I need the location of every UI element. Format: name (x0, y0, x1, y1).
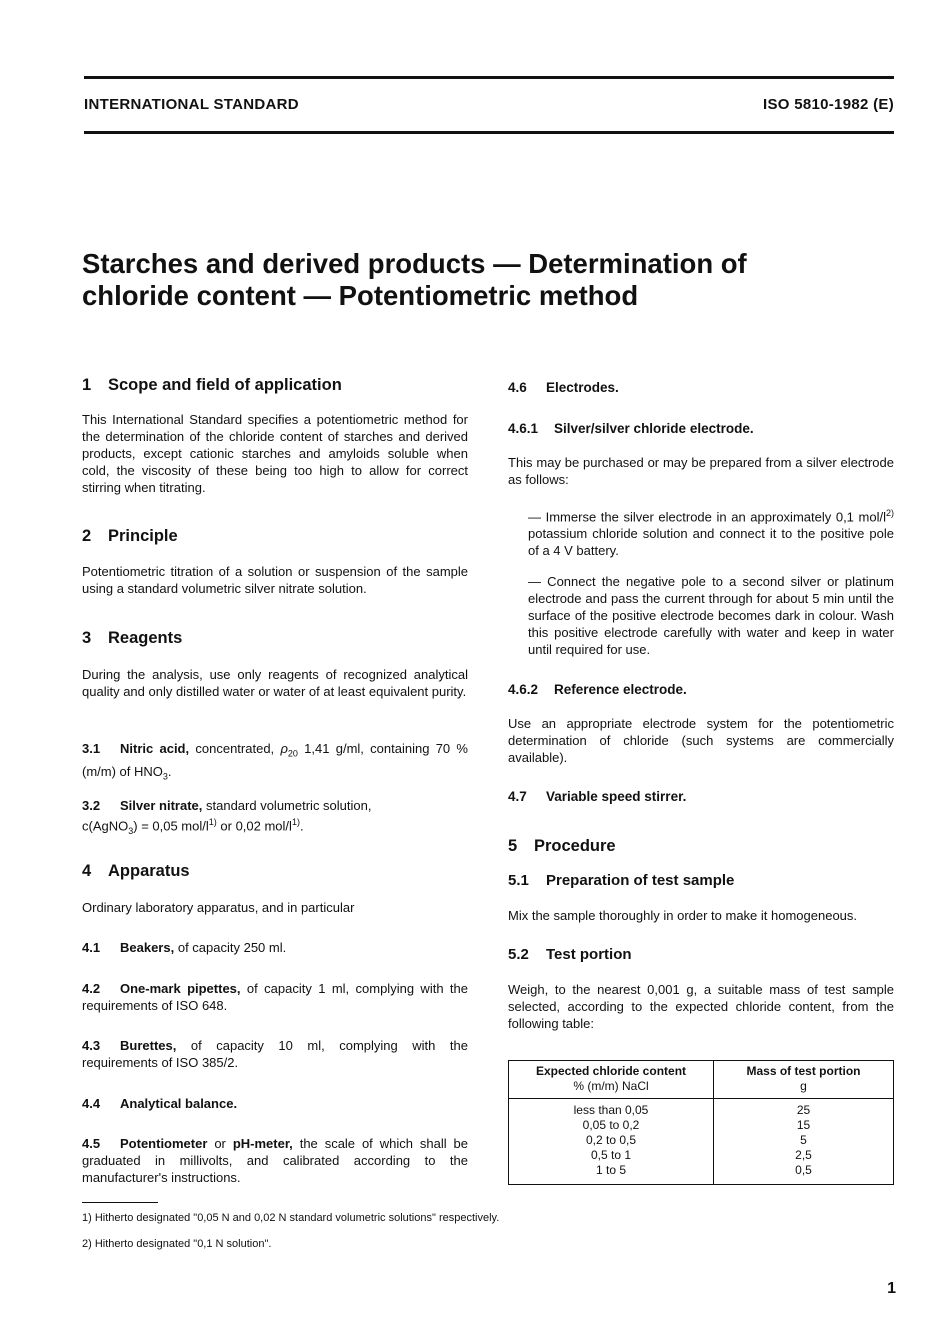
clause-bold-term: pH-meter, (232, 1136, 293, 1151)
clause-number: 4.1 (82, 940, 101, 955)
section-3-text: During the analysis, use only reagents of recognized analytical quality and only distilled water or water of at least equivalent purity. (82, 667, 468, 699)
clause-number: 5.2 (508, 946, 529, 963)
section-1-text: This International Standard specifies a potentiometric method for the determination of the chloride content of starches and derived products, except cationic starches and amyloids soluble when cold, the viscosity of these being too high to allow for correct stirring when titrating. (82, 412, 468, 495)
page-title (82, 248, 882, 312)
clause-title: Preparation of test sample (546, 872, 735, 889)
clause-number: 4.4 (82, 1096, 101, 1111)
formula-text-end: . (299, 818, 304, 834)
clause-5-1-heading (508, 872, 734, 889)
header-line: Mass of test portion (746, 1064, 861, 1078)
mass-cell (714, 1099, 894, 1185)
clause-text: of capacity 250 ml. (177, 940, 287, 955)
table-cell-value: 1 to 5 (595, 1163, 627, 1177)
table-cell-value: 15 (796, 1118, 811, 1132)
table-body-row (509, 1099, 894, 1185)
formula-text: ) = 0,05 mol/l (133, 818, 209, 834)
section-title: Reagents (108, 629, 183, 647)
footnote-ref: 1) (291, 817, 300, 827)
clause-number: 5.1 (508, 872, 529, 889)
bullet-immerse (528, 505, 894, 559)
clause-number: 4.6.2 (508, 682, 539, 697)
clause-4-6-2-text: Use an appropriate electrode system for the potentiometric determination of chloride (such systems are commercially available). (508, 716, 894, 765)
clause-4-5 (82, 1135, 468, 1186)
clause-title: Reference electrode. (554, 682, 687, 697)
footnote-2: 2) Hitherto designated "0,1 N solution". (82, 1238, 272, 1250)
section-title: Scope and field of application (108, 376, 342, 394)
bullet-text: — Immerse the silver electrode in an approximately 0,1 mol/l (528, 509, 886, 525)
header-standard-number: ISO 5810-1982 (E) (762, 96, 894, 113)
table-cell-value: 0,5 to 1 (590, 1148, 632, 1162)
clause-5-2-heading (508, 946, 632, 963)
table-header-row (509, 1061, 894, 1099)
formula-text: c(AgNO (82, 818, 129, 834)
header-top-rule (84, 76, 894, 79)
clause-5-1-text: Mix the sample thoroughly in order to make it homogeneous. (508, 908, 858, 923)
clause-title: Variable speed stirrer. (546, 789, 687, 804)
clause-bold-term: Analytical balance. (120, 1096, 238, 1111)
clause-text: standard volumetric solution, (206, 798, 372, 813)
section-1-heading (82, 376, 342, 395)
table-cell-value: 25 (796, 1103, 811, 1117)
section-number: 2 (82, 527, 92, 545)
section-4-text: Ordinary laboratory apparatus, and in particular (82, 900, 355, 915)
clause-4-2 (82, 980, 468, 1014)
section-title: Procedure (534, 837, 616, 855)
chloride-range-cell (509, 1099, 714, 1185)
section-number: 4 (82, 862, 92, 880)
clause-4-1 (82, 939, 468, 956)
clause-3-1 (82, 740, 468, 785)
rho-subscript: 20 (287, 748, 298, 759)
table-cell-value: 0,5 (795, 1163, 812, 1177)
bullet-text: potassium chloride solution and connect it to the positive pole of a 4 V battery. (528, 526, 894, 559)
title-line-1: Starches and derived products — Determination of (82, 248, 747, 279)
test-portion-table-wrapper (508, 1060, 894, 1185)
clause-4-6-2-heading (508, 682, 687, 697)
column-header-chloride (509, 1061, 714, 1099)
table-cell-value: 0,05 to 0,2 (582, 1118, 640, 1132)
section-3-heading (82, 629, 182, 648)
clause-number: 4.7 (508, 789, 527, 804)
clause-text: or (214, 1136, 226, 1151)
bullet-connect: — Connect the negative pole to a second silver or platinum electrode and pass the current through for about 5 min until the surface of the positive electrode becomes dark in colour. Wash this positive electrode carefully with water and keep in water until required for use. (528, 574, 894, 657)
header-standard-label: INTERNATIONAL STANDARD (84, 96, 299, 113)
footnote-rule (82, 1202, 158, 1203)
section-number: 5 (508, 837, 518, 855)
page-number: 1 (887, 1280, 896, 1297)
clause-bold-term: One-mark pipettes, (120, 981, 241, 996)
table-cell-value: less than 0,05 (573, 1103, 649, 1117)
clause-bold-term: Burettes, (120, 1038, 177, 1053)
section-2-text: Potentiometric titration of a solution or suspension of the sample using a standard volumetric silver nitrate solution. (82, 564, 468, 596)
clause-number: 4.3 (82, 1038, 101, 1053)
footnote-ref: 2) (885, 508, 894, 518)
clause-title: Silver/silver chloride electrode. (554, 421, 754, 436)
clause-3-2 (82, 797, 468, 840)
clause-text: of capacity 10 ml, complying with the requirements of ISO 385/2. (82, 1038, 468, 1070)
clause-5-2-text: Weigh, to the nearest 0,001 g, a suitable mass of test sample selected, according to the expected chloride content, from the following table: (508, 982, 894, 1031)
clause-4-4 (82, 1095, 468, 1112)
clause-number: 4.6.1 (508, 421, 539, 436)
clause-bold-term: Beakers, (120, 940, 175, 955)
section-title: Principle (108, 527, 178, 545)
clause-text: the scale of which shall be graduated in millivolts, and calibrated according to the manufacturer's instructions. (82, 1136, 468, 1185)
clause-title: Test portion (546, 946, 632, 963)
clause-title: Electrodes. (546, 380, 619, 395)
header-line: g (800, 1079, 807, 1093)
clause-text: of capacity 1 ml, complying with the requirements of ISO 648. (82, 981, 468, 1013)
clause-4-6-heading (508, 380, 619, 395)
section-number: 3 (82, 629, 92, 647)
clause-number: 4.6 (508, 380, 527, 395)
clause-number: 4.5 (82, 1136, 101, 1151)
clause-bold-term: Nitric acid, (120, 741, 190, 756)
footnote-1: 1) Hitherto designated "0,05 N and 0,02 N standard volumetric solutions" respectively. (82, 1212, 500, 1224)
section-4-heading (82, 862, 190, 881)
section-2-heading (82, 527, 178, 546)
title-line-2: chloride content — Potentiometric method (82, 280, 639, 311)
formula-subscript: 3 (128, 825, 134, 836)
clause-number: 3.2 (82, 798, 101, 813)
formula-subscript: 3 (162, 771, 168, 782)
clause-4-6-1-heading (508, 421, 754, 436)
clause-4-6-1-text: This may be purchased or may be prepared from a silver electrode as follows: (508, 455, 894, 487)
clause-bold-term: Potentiometer (120, 1136, 208, 1151)
clause-number: 4.2 (82, 981, 101, 996)
section-number: 1 (82, 376, 92, 394)
clause-4-3 (82, 1037, 468, 1071)
formula-text: or 0,02 mol/l (216, 818, 292, 834)
header-line: Expected chloride content (535, 1064, 687, 1078)
table-cell-value: 0,2 to 0,5 (585, 1133, 637, 1147)
footnote-ref: 1) (208, 817, 217, 827)
clause-text: 1,41 g/ml, containing 70 % (m/m) of HNO (82, 741, 468, 779)
rho-symbol: ρ (280, 741, 288, 756)
clause-bold-term: Silver nitrate, (120, 798, 203, 813)
column-header-mass (714, 1061, 894, 1099)
section-5-heading (508, 837, 616, 856)
clause-number: 3.1 (82, 741, 101, 756)
test-portion-table (508, 1060, 894, 1185)
clause-text: concentrated, (195, 741, 275, 756)
header-line: % (m/m) NaCl (573, 1079, 649, 1093)
clause-text-end: . (167, 763, 172, 779)
section-title: Apparatus (108, 862, 190, 880)
clause-4-7-heading (508, 789, 686, 804)
table-cell-value: 5 (800, 1133, 807, 1147)
table-cell-value: 2,5 (795, 1148, 812, 1162)
header-bottom-rule (84, 131, 894, 134)
